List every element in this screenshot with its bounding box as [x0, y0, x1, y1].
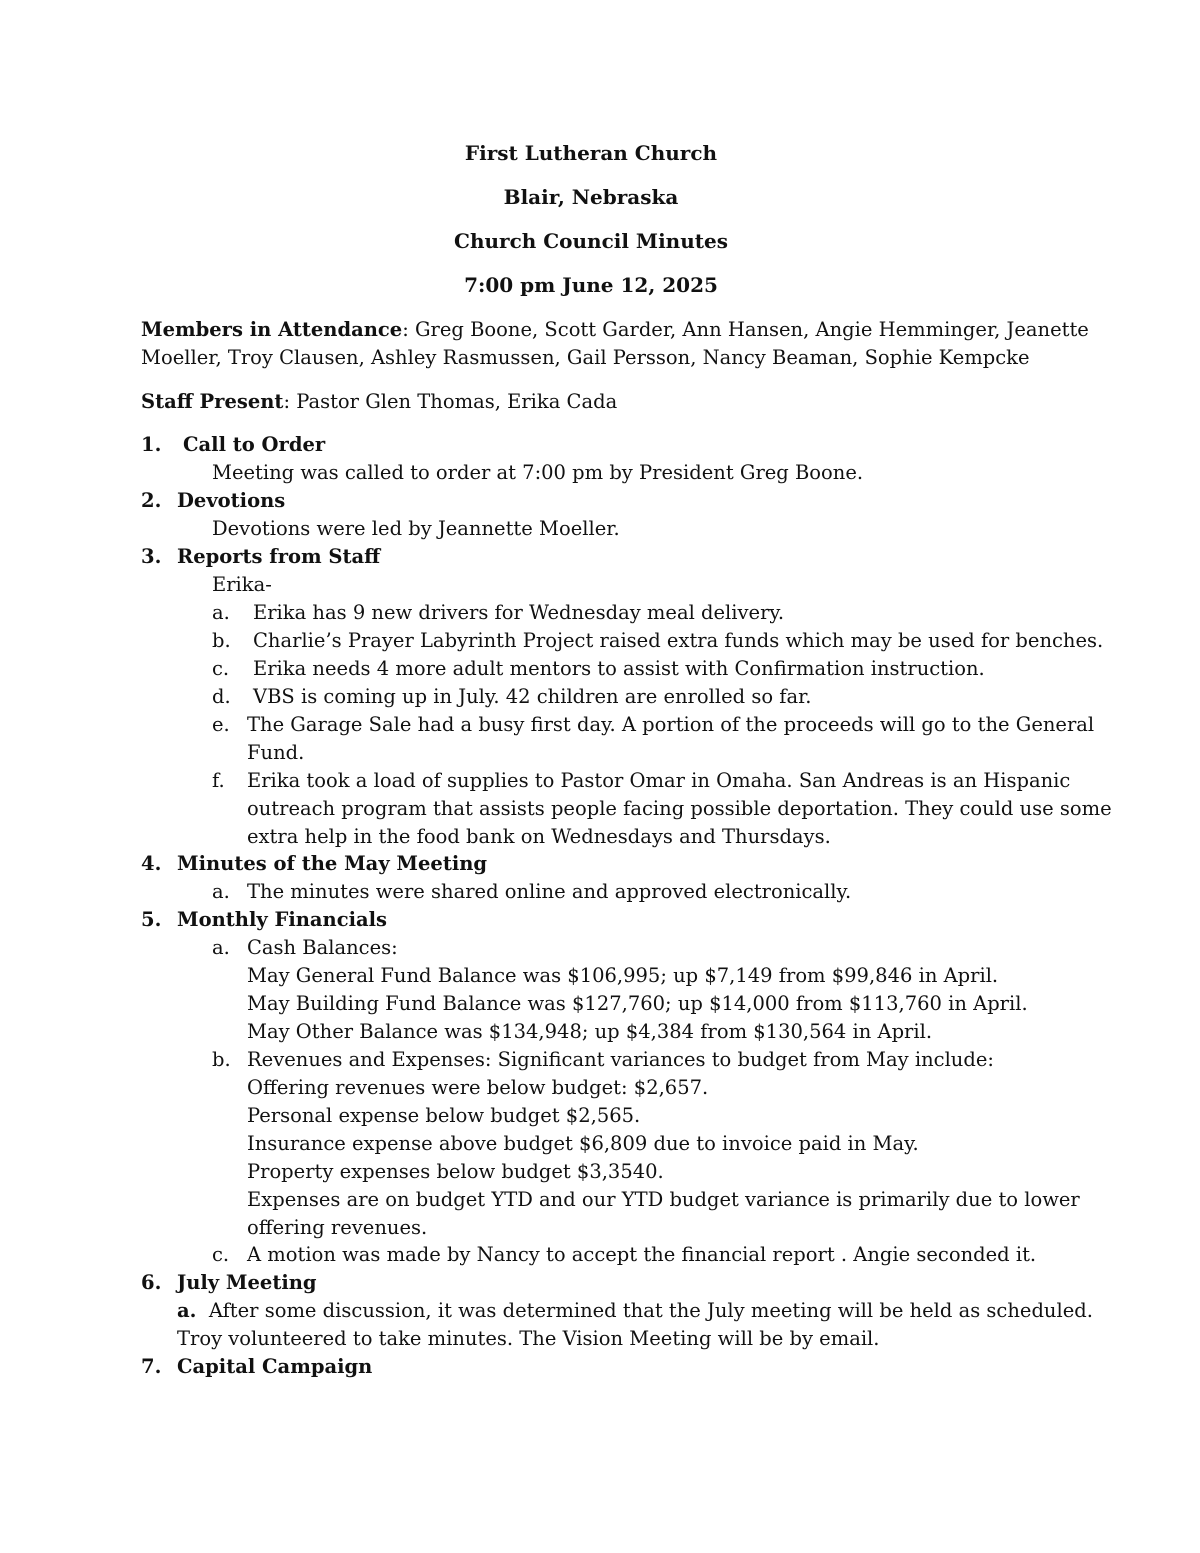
item-text: After some discussion, it was determined that the July meeting will be held as scheduled.	[208, 1299, 1093, 1322]
july-meeting-line-1	[177, 1297, 1093, 1325]
item-text: extra help in the food bank on Wednesdays and Thursdays.	[247, 825, 831, 848]
item-text: outreach program that assists people facing possible deportation. They could use some	[247, 797, 1112, 820]
staff-label: Staff Present	[141, 390, 284, 413]
item-letter: a.	[177, 1299, 197, 1322]
item-text: Erika needs 4 more adult mentors to assist with Confirmation instruction.	[253, 657, 985, 680]
staff-report-intro: Erika-	[212, 573, 272, 596]
item-text: Personal expense below budget $2,565.	[247, 1104, 641, 1127]
section-title-reports: Reports from Staff	[177, 545, 381, 568]
attendance-names-2: Moeller, Troy Clausen, Ashley Rasmussen, Gail Persson, Nancy Beaman, Sophie Kempcke	[141, 346, 1030, 369]
section-number: 4.	[141, 852, 162, 875]
item-letter: d.	[212, 685, 231, 708]
staff-names: Pastor Glen Thomas, Erika Cada	[296, 390, 618, 413]
item-letter: b.	[212, 629, 231, 652]
document-title: Church Council Minutes	[454, 229, 728, 253]
attendance-line-1	[141, 316, 1089, 344]
attendance-names-1: Greg Boone, Scott Garder, Ann Hansen, Angie Hemminger, Jeanette	[414, 318, 1089, 341]
section-number: 1.	[141, 433, 162, 456]
item-letter: a.	[212, 936, 230, 959]
section-number: 2.	[141, 489, 162, 512]
item-text: May General Fund Balance was $106,995; up $7,149 from $99,846 in April.	[247, 964, 999, 987]
staff-separator: :	[283, 390, 297, 413]
staff-line	[141, 388, 617, 416]
section-title-devotions: Devotions	[177, 489, 286, 512]
item-letter: a.	[212, 601, 230, 624]
item-letter: e.	[212, 713, 230, 736]
section-body: Devotions were led by Jeannette Moeller.	[212, 517, 620, 540]
item-text: Insurance expense above budget $6,809 due to invoice paid in May.	[247, 1132, 919, 1155]
section-number: 7.	[141, 1355, 162, 1378]
item-text: Erika took a load of supplies to Pastor Omar in Omaha. San Andreas is an Hispanic	[247, 769, 1071, 792]
section-title-july-meeting: July Meeting	[177, 1271, 317, 1294]
item-letter: c.	[212, 1243, 230, 1266]
item-text: Cash Balances:	[247, 936, 398, 959]
church-location: Blair, Nebraska	[503, 185, 679, 209]
item-letter: c.	[212, 657, 230, 680]
item-text: Property expenses below budget $3,3540.	[247, 1160, 664, 1183]
item-text: Fund.	[247, 741, 305, 764]
item-text: VBS is coming up in July. 42 children are enrolled so far.	[253, 685, 812, 708]
item-letter: f.	[212, 769, 225, 792]
attendance-separator: :	[402, 318, 415, 341]
item-text: A motion was made by Nancy to accept the financial report . Angie seconded it.	[247, 1243, 1037, 1266]
item-letter: b.	[212, 1048, 231, 1071]
section-title-may-minutes: Minutes of the May Meeting	[177, 852, 488, 875]
item-text: The minutes were shared online and approved electronically.	[247, 880, 852, 903]
item-text: May Other Balance was $134,948; up $4,384 from $130,564 in April.	[247, 1020, 933, 1043]
section-title-financials: Monthly Financials	[177, 908, 388, 931]
meeting-datetime: 7:00 pm June 12, 2025	[464, 273, 718, 297]
item-text: Charlie’s Prayer Labyrinth Project raised extra funds which may be used for benches.	[253, 629, 1104, 652]
section-title-capital-campaign: Capital Campaign	[177, 1355, 373, 1378]
section-title-call-to-order: Call to Order	[183, 433, 326, 456]
section-number: 6.	[141, 1271, 162, 1294]
section-body: Meeting was called to order at 7:00 pm by President Greg Boone.	[212, 461, 864, 484]
item-text: The Garage Sale had a busy first day. A portion of the proceeds will go to the General	[247, 713, 1095, 736]
item-text: May Building Fund Balance was $127,760; up $14,000 from $113,760 in April.	[247, 992, 1028, 1015]
item-text: Offering revenues were below budget: $2,657.	[247, 1076, 709, 1099]
item-text: Troy volunteered to take minutes. The Vision Meeting will be by email.	[177, 1327, 880, 1350]
item-letter: a.	[212, 880, 230, 903]
section-number: 3.	[141, 545, 162, 568]
item-text: offering revenues.	[247, 1216, 428, 1239]
attendance-label: Members in Attendance	[141, 318, 403, 341]
church-name: First Lutheran Church	[464, 141, 718, 165]
item-text: Erika has 9 new drivers for Wednesday meal delivery.	[253, 601, 785, 624]
item-text: Revenues and Expenses: Significant variances to budget from May include:	[247, 1048, 994, 1071]
item-text: Expenses are on budget YTD and our YTD budget variance is primarily due to lower	[247, 1188, 1080, 1211]
section-number: 5.	[141, 908, 162, 931]
